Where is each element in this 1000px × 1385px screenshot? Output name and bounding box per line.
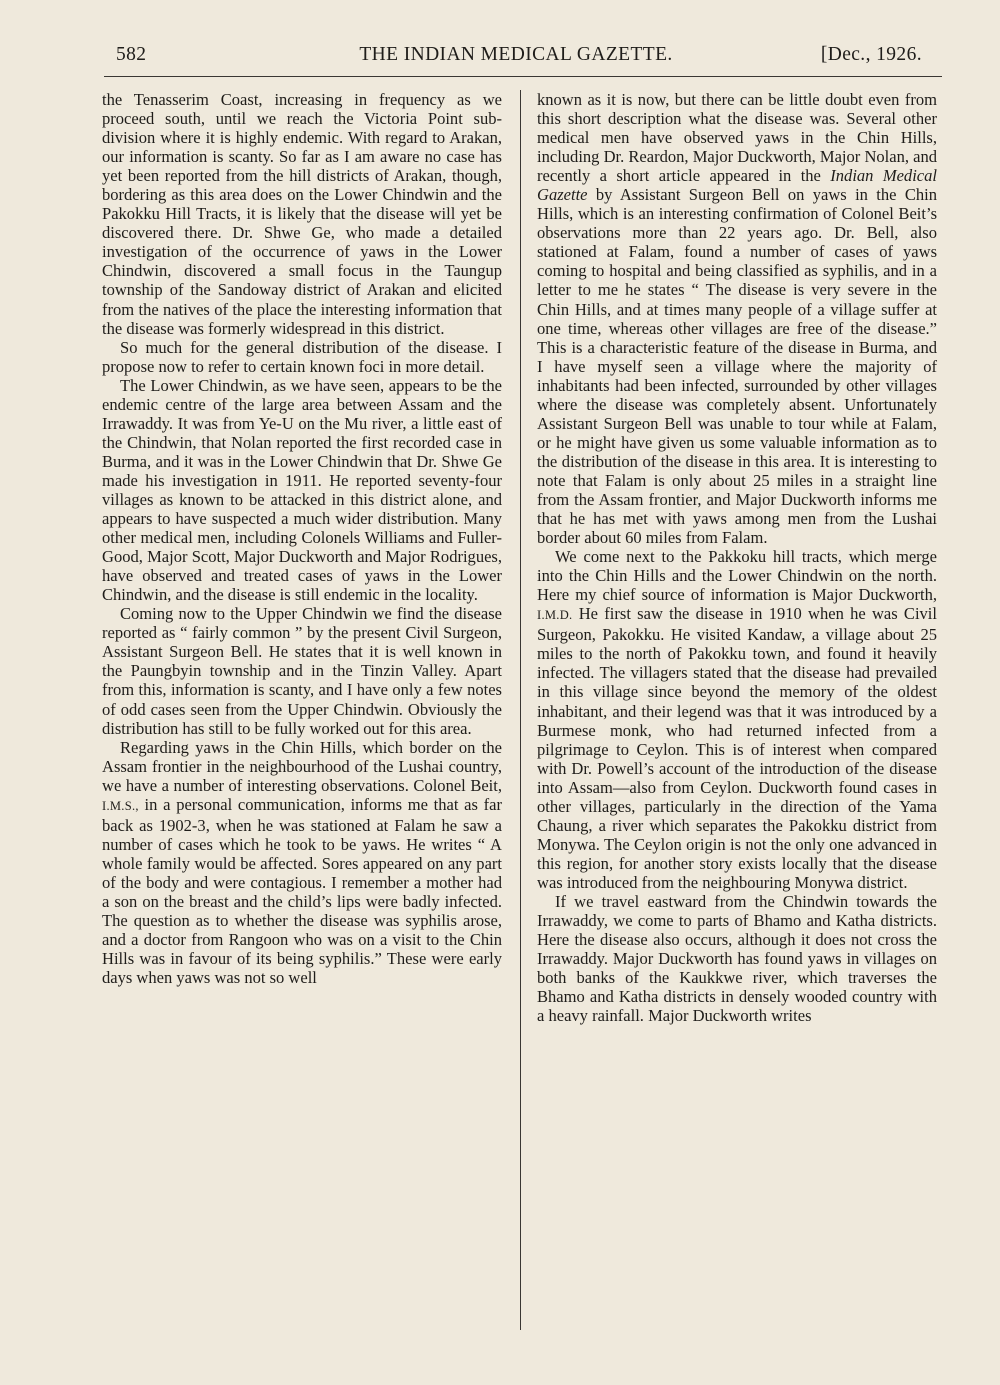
header-rule: [104, 76, 942, 77]
left-column: [102, 90, 502, 987]
paragraph: Coming now to the Upper Chindwin we find the disease reported as “ fairly common ” by the present Civil Surgeon, Assistant Surgeon Bell. He states that it is well known in the Paungbyin township and in the Tinzin Valley. Apart from this, information is scanty, and I have only a few notes of odd cases seen from the Upper Chindwin. Obviously the distribution has still to be fully worked out for this area.: [102, 604, 502, 738]
paragraph-text: He first saw the disease in 1910 when he was Civil Surgeon, Pakokku. He visited Kandaw, a village about 25 miles to the north of Pakokku town, and found it heavily infected. The villagers stated that the disease had prevailed in this village since beyond the memory of the oldest inhabitant, and their legend was that it was introduced by a Burmese monk, who had returned infected from a pilgrimage to Ceylon. This is of interest when compared with Dr. Powell’s account of the introduction of the disease into Assam—also from Ceylon. Duckworth found cases in other villages, particularly in the direction of the Yama Chaung, a river which separates the Pakokku district from Monywa. The Ceylon origin is not the only one advanced in this region, for another story exists locally that the disease was introduced from the neighbouring Monywa district.: [537, 604, 937, 892]
paragraph: [102, 738, 502, 988]
right-column: [537, 90, 937, 1025]
paragraph-text: known as it is now, but there can be little doubt even from this short description what the disease was. Several other medical men have observed yaws in the Chin Hills, including Dr. Reardon, Major Duckworth, Major Nolan, and recently a short article appeared in the: [537, 90, 937, 186]
paragraph: [537, 547, 937, 892]
paragraph: The Lower Chindwin, as we have seen, appears to be the endemic centre of the large area between Assam and the Irrawaddy. It was from Ye-U on the Mu river, a little east of the Chindwin, that Nolan reported the first recorded case in Burma, and it was in the Lower Chindwin that Dr. Shwe Ge made his investigation in 1911. He reported seventy-four villages as known to be attacked in this district alone, and appears to have suspected a much wider distribution. Many other medical men, including Colonels Williams and Fuller-Good, Major Scott, Major Duckworth and Major Rodrigues, have observed and treated cases of yaws in the Lower Chindwin, and the disease is still endemic in the locality.: [102, 375, 502, 605]
journal-name-italic: Indian Medical Gazette: [537, 166, 937, 205]
paragraph: the Tenasserim Coast, increasing in frequency as we proceed south, until we reach the Victoria Point sub-division where it is highly endemic. With regard to Arakan, our information is scanty. So far as I am aware no case has yet been reported from the hill districts of Arakan, though, bordering as this area does on the Lower Chindwin and the Pakokku Hill Tracts, it is likely that the disease will yet be discovered there. Dr. Shwe Ge, who made a detailed investigation of the occurrence of yaws in the Lower Chindwin, discovered a small focus in the Taungup township of the Sandoway district of Arakan and elicited from the natives of the place the interesting information that the disease was formerly widespread in this district.: [102, 90, 502, 338]
paragraph-text: by Assistant Surgeon Bell on yaws in the Chin Hills, which is an interesting confirmation of Colonel Beit’s observations more than 22 years ago. Dr. Bell, also stationed at Falam, found a number of cases of yaws coming to hospital and being classified as syphilis, and in a letter to me he states “ The disease is very severe in the Chin Hills, and at times many people of a village suffer at one time, whereas other villages are free of the disease.” This is a characteristic feature of the disease in Burma, and I have myself seen a village where the majority of inhabitants had been infected, surrounded by other villages where the disease was completely absent. Unfortunately Assistant Surgeon Bell was unable to tour while at Falam, or he might have given us some valuable information as to the distribution of the disease in this area. It is interesting to note that Falam is only about 25 miles in a straight line from the Assam frontier, and Major Duckworth informs me that he has met with yaws among men from the Lushai border about 60 miles from Falam.: [537, 185, 937, 548]
column-divider: [520, 90, 521, 1330]
service-abbreviation: I.M.S.,: [102, 798, 139, 813]
paragraph: [537, 90, 937, 547]
running-header: [110, 40, 922, 74]
issue-date: [Dec., 1926.: [820, 44, 922, 65]
journal-title: THE INDIAN MEDICAL GAZETTE.: [359, 44, 673, 65]
paragraph: If we travel eastward from the Chindwin towards the Irrawaddy, we come to parts of Bhamo and Katha districts. Here the disease also occurs, although it does not cross the Irrawaddy. Major Duckworth has found yaws in villages on both banks of the Kaukkwe river, which traverses the Bhamo and Katha districts in densely wooded country with a heavy rainfall. Major Duckworth writes: [537, 891, 937, 1026]
paragraph-text: in a personal communication, informs me that as far back as 1902-3, when he was stationed at Falam he saw a number of cases which he took to be yaws. He writes “ A whole family would be affected. Sores appeared on any part of the body and were contagious. I remember a mother had a son on the breast and the child’s lips were badly infected. The question as to whether the disease was syphilis arose, and a doctor from Rangoon who was on a visit to the Chin Hills was in favour of its being syphilis.” These were early days when yaws was not so well: [102, 794, 502, 988]
service-abbreviation: I.M.D.: [537, 608, 573, 623]
paragraph: So much for the general distribution of the disease. I propose now to refer to certain known foci in more detail.: [102, 337, 502, 376]
paragraph-text: Regarding yaws in the Chin Hills, which border on the Assam frontier in the neighbourhood of the Lushai country, we have a number of interesting observations. Colonel Beit,: [102, 737, 502, 795]
page-number: 582: [116, 44, 147, 65]
paragraph-text: We come next to the Pakkoku hill tracts, which merge into the Chin Hills and the Lower Chindwin on the north. Here my chief source of information is Major Duckworth,: [537, 547, 937, 605]
